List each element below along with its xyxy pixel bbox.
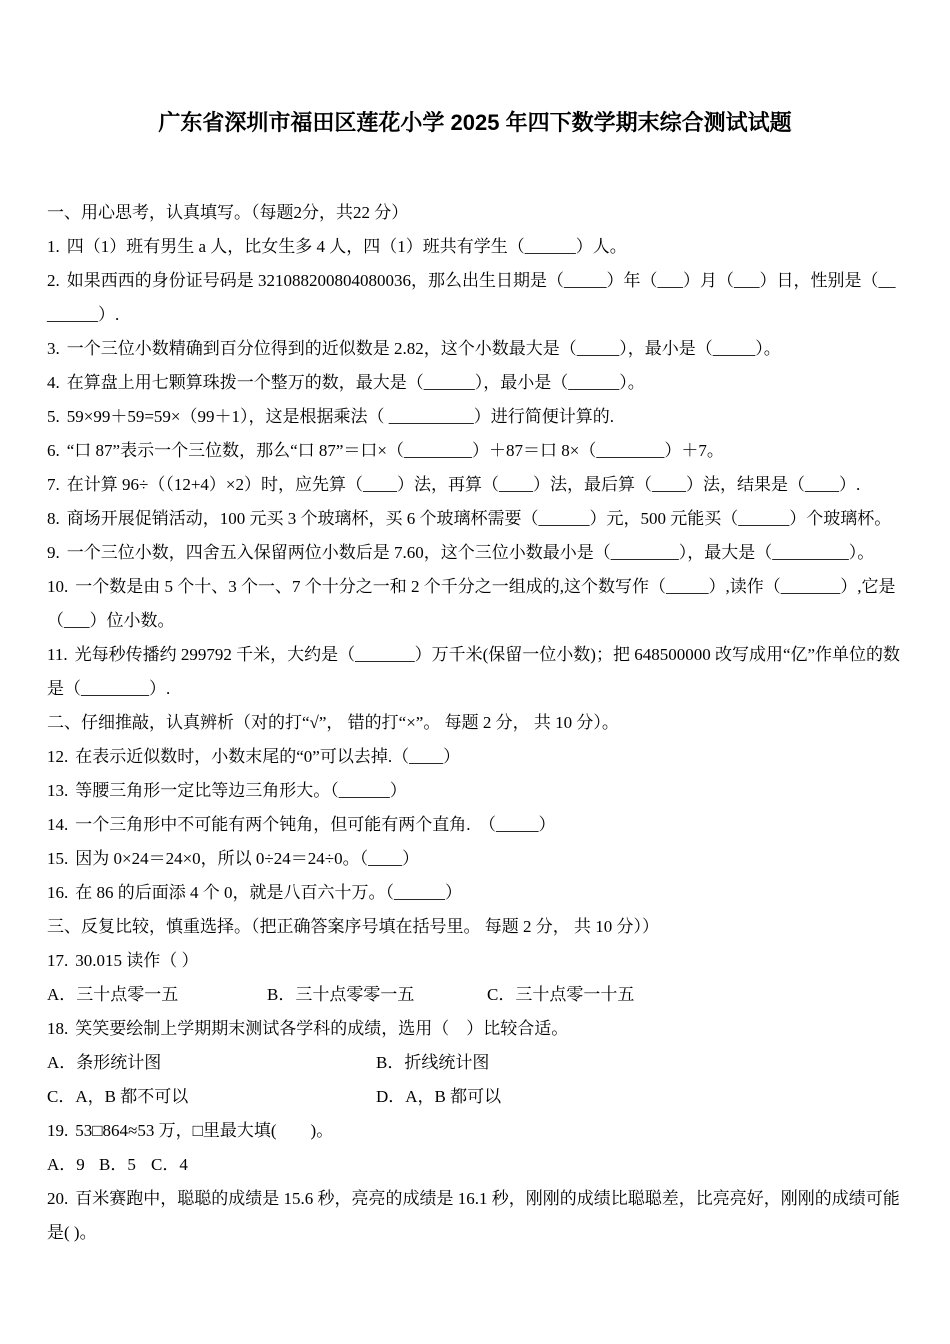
question-number: 2. [47, 271, 60, 290]
answer-option: A．条形统计图 [47, 1053, 162, 1072]
question-text: “口 87”表示一个三位数，那么“口 87”＝口×（________）＋87＝口 8×（________）＋7。 [66, 441, 724, 460]
question-number: 1. [47, 237, 60, 256]
question-text: 在 86 的后面添 4 个 0，就是八百六十万。（______） [75, 883, 462, 902]
question-text: 因为 0×24＝24×0，所以 0÷24＝24÷0。（____） [75, 849, 420, 868]
question-text: 在算盘上用七颗算珠拨一个整万的数，最大是（______），最小是（______）。 [66, 373, 645, 392]
question-number: 13. [47, 781, 69, 800]
question-13 [47, 774, 903, 808]
question-number: 18. [47, 1019, 69, 1038]
question-5 [47, 400, 903, 434]
question-15 [47, 842, 903, 876]
question-number: 6. [47, 441, 60, 460]
question-text: 在表示近似数时，小数末尾的“0”可以去掉.（____） [75, 747, 461, 766]
question-6 [47, 434, 903, 468]
question-8 [47, 502, 903, 536]
question-text: 一个数是由 5 个十、3 个一、7 个十分之一和 2 个千分之一组成的,这个数写作（_____）,读作（_______）,它是（___）位小数。 [47, 577, 896, 630]
question-20 [47, 1182, 903, 1250]
question-number: 3. [47, 339, 60, 358]
question-text: 一个三位小数，四舍五入保留两位小数后是 7.60，这个三位小数最小是（________），最大是（_________）。 [66, 543, 875, 562]
question-number: 20. [47, 1189, 69, 1208]
question-text: 一个三角形中不可能有两个钝角，但可能有两个直角. （_____） [75, 815, 556, 834]
question-number: 10. [47, 577, 69, 596]
section-2-heading: 二、仔细推敲，认真辨析（对的打“√”， 错的打“×”。 每题 2 分， 共 10 分）。 [47, 713, 619, 732]
question-19 [47, 1114, 903, 1148]
question-12 [47, 740, 903, 774]
answer-option: D．A，B 都可以 [376, 1087, 502, 1106]
answer-option: A．9 [47, 1155, 85, 1174]
question-number: 7. [47, 475, 60, 494]
question-number: 19. [47, 1121, 69, 1140]
question-text: 笑笑要绘制上学期期末测试各学科的成绩，选用（ ）比较合适。 [75, 1019, 569, 1038]
answer-option: B．折线统计图 [376, 1053, 490, 1072]
question-number: 5. [47, 407, 60, 426]
question-number: 15. [47, 849, 69, 868]
question-16 [47, 876, 903, 910]
question-number: 8. [47, 509, 60, 528]
exam-body [47, 196, 903, 1250]
question-number: 12. [47, 747, 69, 766]
question-number: 9. [47, 543, 60, 562]
question-17 [47, 944, 903, 978]
question-18 [47, 1012, 903, 1046]
question-3 [47, 332, 903, 366]
question-text: 如果西西的身份证号码是 321088200804080036，那么出生日期是（_____）年（___）月（___）日，性别是（________）. [47, 271, 896, 324]
question-2 [47, 264, 903, 332]
question-number: 11. [47, 645, 68, 664]
question-text: 一个三位小数精确到百分位得到的近似数是 2.82，这个小数最大是（_____），最小是（_____）。 [66, 339, 781, 358]
answer-option: B．5 [99, 1155, 136, 1174]
answer-option: C．A，B 都不可以 [47, 1087, 189, 1106]
section-3-heading: 三、反复比较，慎重选择。（把正确答案序号填在括号里。 每题 2 分， 共 10 分）） [47, 917, 659, 936]
question-18-options-row-1 [47, 1046, 903, 1080]
question-17-options-row-1 [47, 978, 903, 1012]
question-number: 14. [47, 815, 69, 834]
question-18-options-row-2 [47, 1080, 903, 1114]
answer-option: B．三十点零零一五 [267, 985, 415, 1004]
question-text: 商场开展促销活动，100 元买 3 个玻璃杯，买 6 个玻璃杯需要（______）元，500 元能买（______）个玻璃杯。 [66, 509, 892, 528]
question-number: 4. [47, 373, 60, 392]
question-text: 等腰三角形一定比等边三角形大。（______） [75, 781, 407, 800]
question-9 [47, 536, 903, 570]
question-text: 在计算 96÷（（12+4）×2）时，应先算（____）法，再算（____）法，最后算（____）法，结果是（____）. [66, 475, 861, 494]
question-number: 17. [47, 951, 69, 970]
question-number: 16. [47, 883, 69, 902]
question-text: 30.015 读作（ ） [75, 951, 199, 970]
question-text: 四（1）班有男生 a 人，比女生多 4 人，四（1）班共有学生（______）人。 [66, 237, 627, 256]
question-11 [47, 638, 903, 706]
answer-option: A．三十点零一五 [47, 985, 179, 1004]
question-4 [47, 366, 903, 400]
question-text: 59×99＋59=59×（99＋1），这是根据乘法（ __________）进行简便计算的. [66, 407, 615, 426]
question-text: 53□864≈53 万，□里最大填( )。 [75, 1121, 334, 1140]
answer-option: C．三十点零一十五 [487, 985, 635, 1004]
question-1 [47, 230, 903, 264]
page-title: 广东省深圳市福田区莲花小学 2025 年四下数学期末综合测试试题 [158, 110, 792, 135]
question-text: 光每秒传播约 299792 千米，大约是（_______）万千米(保留一位小数)；把 648500000 改写成用“亿”作单位的数是（________）. [47, 645, 901, 698]
question-text: 百米赛跑中，聪聪的成绩是 15.6 秒，亮亮的成绩是 16.1 秒，刚刚的成绩比聪聪差，比亮亮好，刚刚的成绩可能是( )。 [47, 1189, 900, 1242]
question-10 [47, 570, 903, 638]
question-14 [47, 808, 903, 842]
answer-option: C．4 [151, 1155, 188, 1174]
question-19-options-row-1 [47, 1148, 903, 1182]
question-7 [47, 468, 903, 502]
section-1-heading: 一、用心思考，认真填写。（每题2分，共22 分） [47, 203, 409, 222]
